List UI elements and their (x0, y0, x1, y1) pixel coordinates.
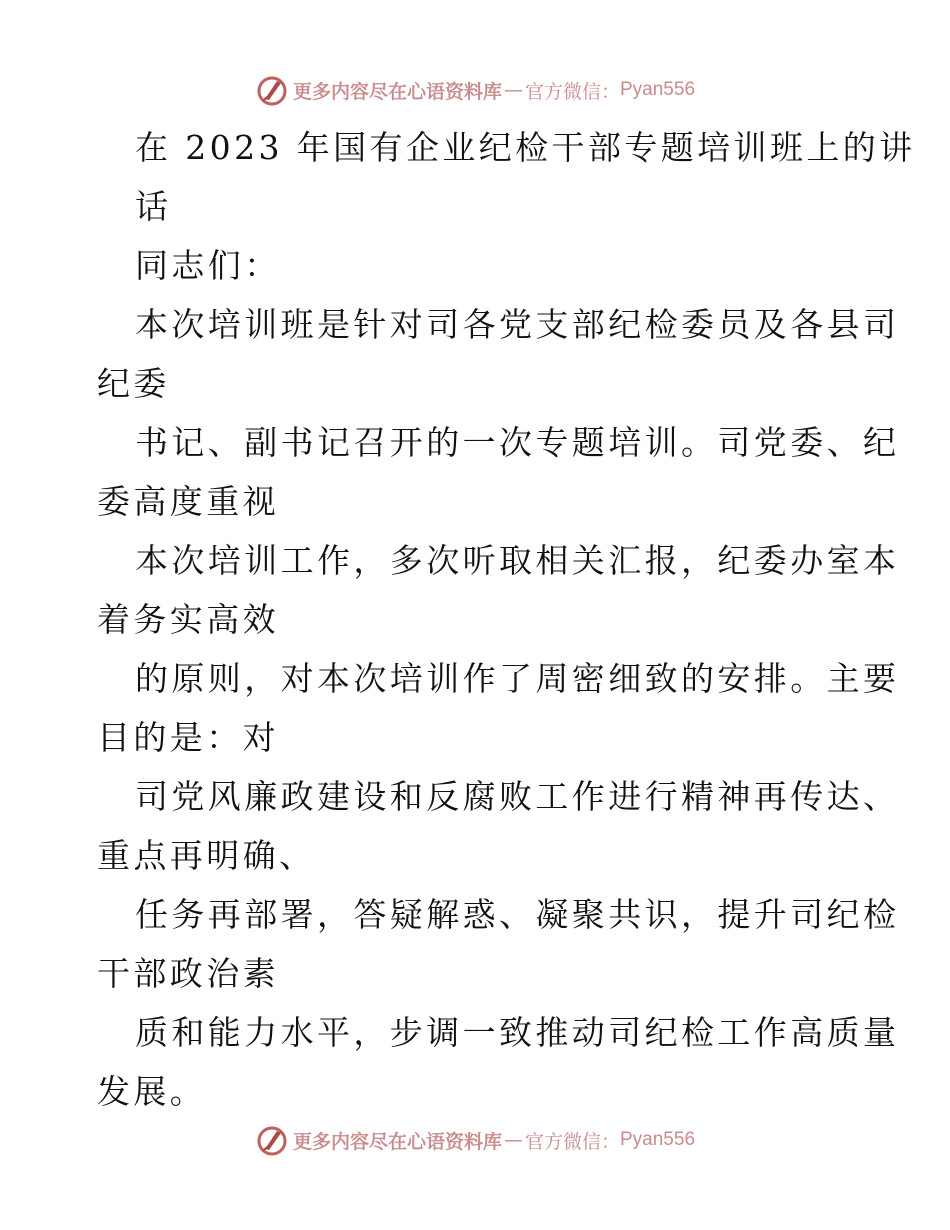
title-line-2: 话 (135, 187, 172, 226)
paragraph-line: 本次培训工作，多次听取相关汇报，纪委办室本 (135, 541, 900, 580)
paragraph-line: 质和能力水平，步调一致推动司纪检工作高质量 (135, 1013, 900, 1052)
paragraph-line: 司党风廉政建设和反腐败工作进行精神再传达、 (135, 777, 900, 816)
quill-logo-icon (255, 73, 289, 107)
paragraph-line: 着务实高效 (97, 600, 279, 639)
banner-wechat-id: Pyan556 (620, 79, 696, 100)
paragraph-line: 的原则，对本次培训作了周密细致的安排。主要 (135, 659, 900, 698)
paragraph-line: 纪委 (97, 364, 170, 403)
banner-wechat-id: Pyan556 (620, 1129, 696, 1150)
quill-logo-icon (255, 1123, 289, 1157)
paragraph-line: 任务再部署，答疑解惑、凝聚共识，提升司纪检 (135, 895, 900, 934)
banner-slogan: 更多内容尽在心语资料库 (292, 80, 502, 103)
banner-wechat-label: 官方微信： (524, 80, 620, 103)
banner-separator: — (503, 79, 523, 101)
header-banner (0, 70, 950, 110)
paragraph-line: 重点再明确、 (97, 836, 316, 875)
footer-banner (0, 1120, 950, 1160)
salutation: 同志们： (135, 246, 281, 285)
paragraph-line: 书记、副书记召开的一次专题培训。司党委、纪 (135, 423, 900, 462)
paragraph-line: 委高度重视 (97, 482, 279, 521)
paragraph-line: 发展。 (97, 1072, 207, 1111)
title-line-1: 在 2023 年国有企业纪检干部专题培训班上的讲 (135, 128, 916, 167)
banner-slogan: 更多内容尽在心语资料库 (292, 1130, 502, 1153)
banner-separator: — (503, 1129, 523, 1151)
paragraph-line: 本次培训班是针对司各党支部纪检委员及各县司 (135, 305, 900, 344)
document-body (97, 118, 916, 1121)
paragraph-line: 干部政治素 (97, 954, 279, 993)
paragraph-line: 目的是：对 (97, 718, 279, 757)
banner-wechat-label: 官方微信： (524, 1130, 620, 1153)
